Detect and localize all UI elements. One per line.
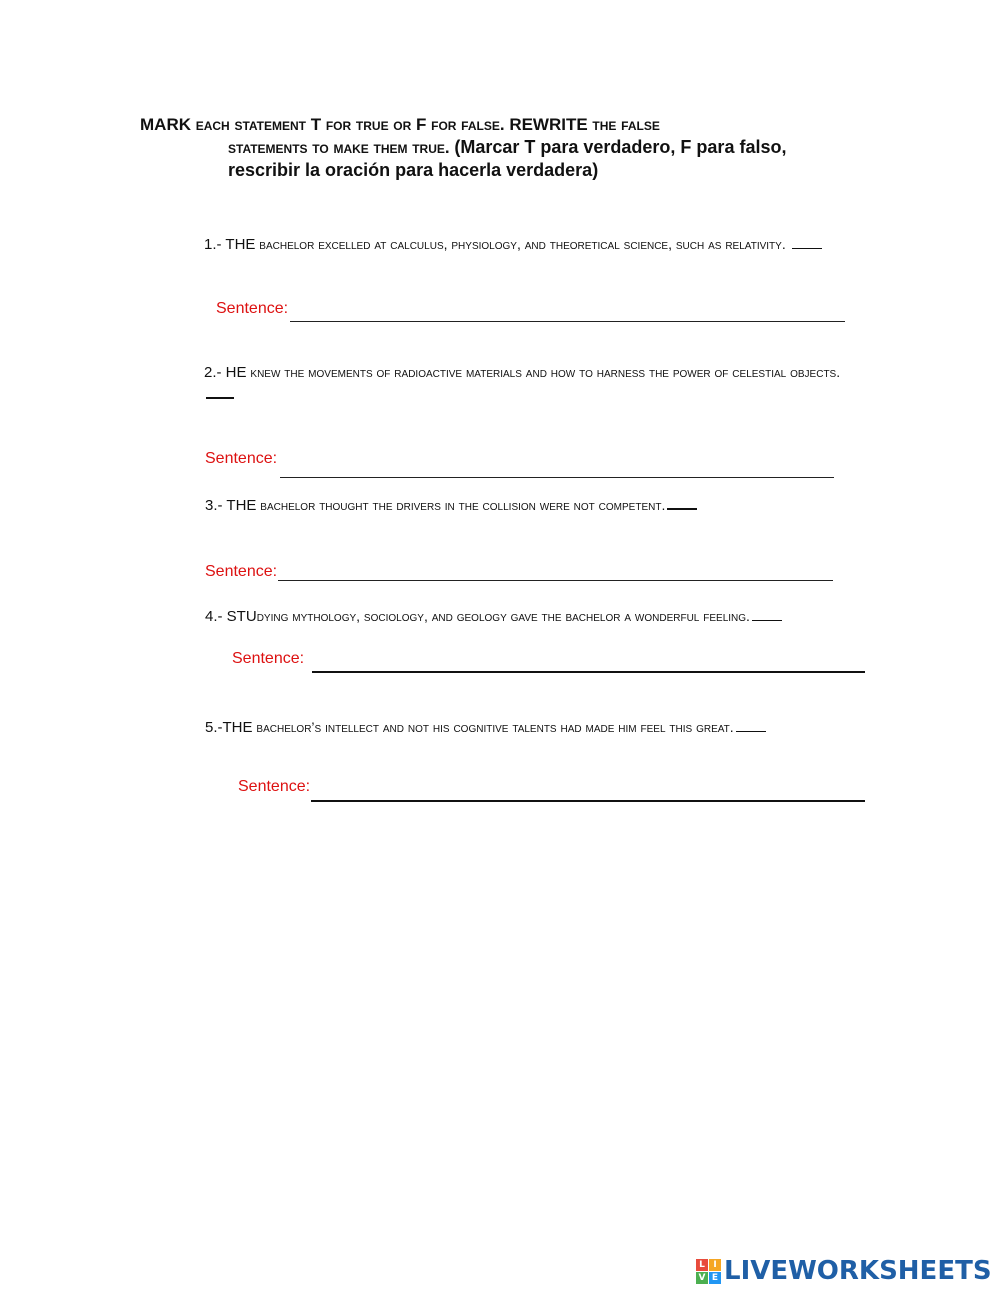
- letter-t: T: [310, 115, 322, 134]
- question-1-text: bachelor excelled at calculus, physiology, and theoretical science, such as relativity.: [255, 236, 790, 252]
- sentence-line-1[interactable]: [290, 321, 845, 322]
- text-for-false: for false: [426, 115, 500, 134]
- liveworksheets-logo: [696, 1254, 992, 1288]
- logo-box-v: V: [696, 1272, 708, 1284]
- spanish-instructions: (Marcar T para verdadero, F para falso, rescribir la oración para hacerla verdadera): [228, 137, 787, 180]
- question-5: [205, 717, 845, 738]
- sentence-label-5: Sentence:: [238, 778, 311, 795]
- sentence-line-3[interactable]: [278, 580, 833, 581]
- answer-blank-5[interactable]: [736, 717, 766, 732]
- question-1: [204, 234, 844, 255]
- logo-box-e: E: [709, 1272, 721, 1284]
- question-4-text: dying mythology, sociology, and geology gave the bachelor a wonderful feeling.: [256, 608, 750, 624]
- question-4-number: 4.- STU: [205, 608, 257, 625]
- question-5-text: bachelor’s intellect and not his cognitive talents had made him feel this great.: [252, 719, 734, 735]
- instructions-line-1: [140, 114, 780, 136]
- text-each-statement: each statement: [191, 115, 311, 134]
- question-2-number: 2.- HE: [204, 364, 247, 381]
- question-3: [205, 494, 845, 516]
- question-3-number: 3.- THE: [205, 497, 257, 514]
- logo-text: LIVEWORKSHEETS: [724, 1256, 992, 1286]
- logo-icon: [696, 1259, 721, 1284]
- logo-box-i: I: [709, 1259, 721, 1271]
- period-2: .: [444, 138, 455, 157]
- sentence-label-2: Sentence:: [205, 450, 278, 467]
- answer-blank-2[interactable]: [206, 383, 234, 399]
- sentence-line-4[interactable]: [312, 671, 865, 673]
- question-3-text: bachelor thought the drivers in the collision were not competent.: [256, 497, 666, 513]
- sentence-line-5[interactable]: [311, 800, 865, 802]
- question-1-number: 1.- THE: [204, 236, 256, 253]
- logo-box-l: L: [696, 1259, 708, 1271]
- text-statements: statements to make them true: [228, 138, 445, 157]
- text-for-true: for true or: [321, 115, 417, 134]
- sentence-label-3: Sentence:: [205, 563, 278, 580]
- word-rewrite: REWRITE: [509, 115, 588, 134]
- question-2-text: knew the movements of radioactive materials and how to harness the power of celestial objects.: [246, 364, 841, 380]
- answer-blank-1[interactable]: [792, 234, 822, 249]
- sentence-line-2[interactable]: [280, 477, 834, 478]
- text-the-false: the false: [587, 115, 660, 134]
- question-2: [204, 362, 844, 405]
- word-mark: MARK: [140, 115, 191, 134]
- instructions-line-2: [228, 136, 828, 182]
- answer-blank-4[interactable]: [752, 606, 782, 621]
- answer-blank-3[interactable]: [667, 494, 697, 510]
- sentence-label-4: Sentence:: [232, 650, 305, 667]
- letter-f: F: [416, 115, 427, 134]
- period-1: .: [499, 115, 510, 134]
- question-4: [205, 606, 845, 627]
- sentence-label-1: Sentence:: [216, 300, 289, 317]
- question-5-number: 5.-THE: [205, 719, 253, 736]
